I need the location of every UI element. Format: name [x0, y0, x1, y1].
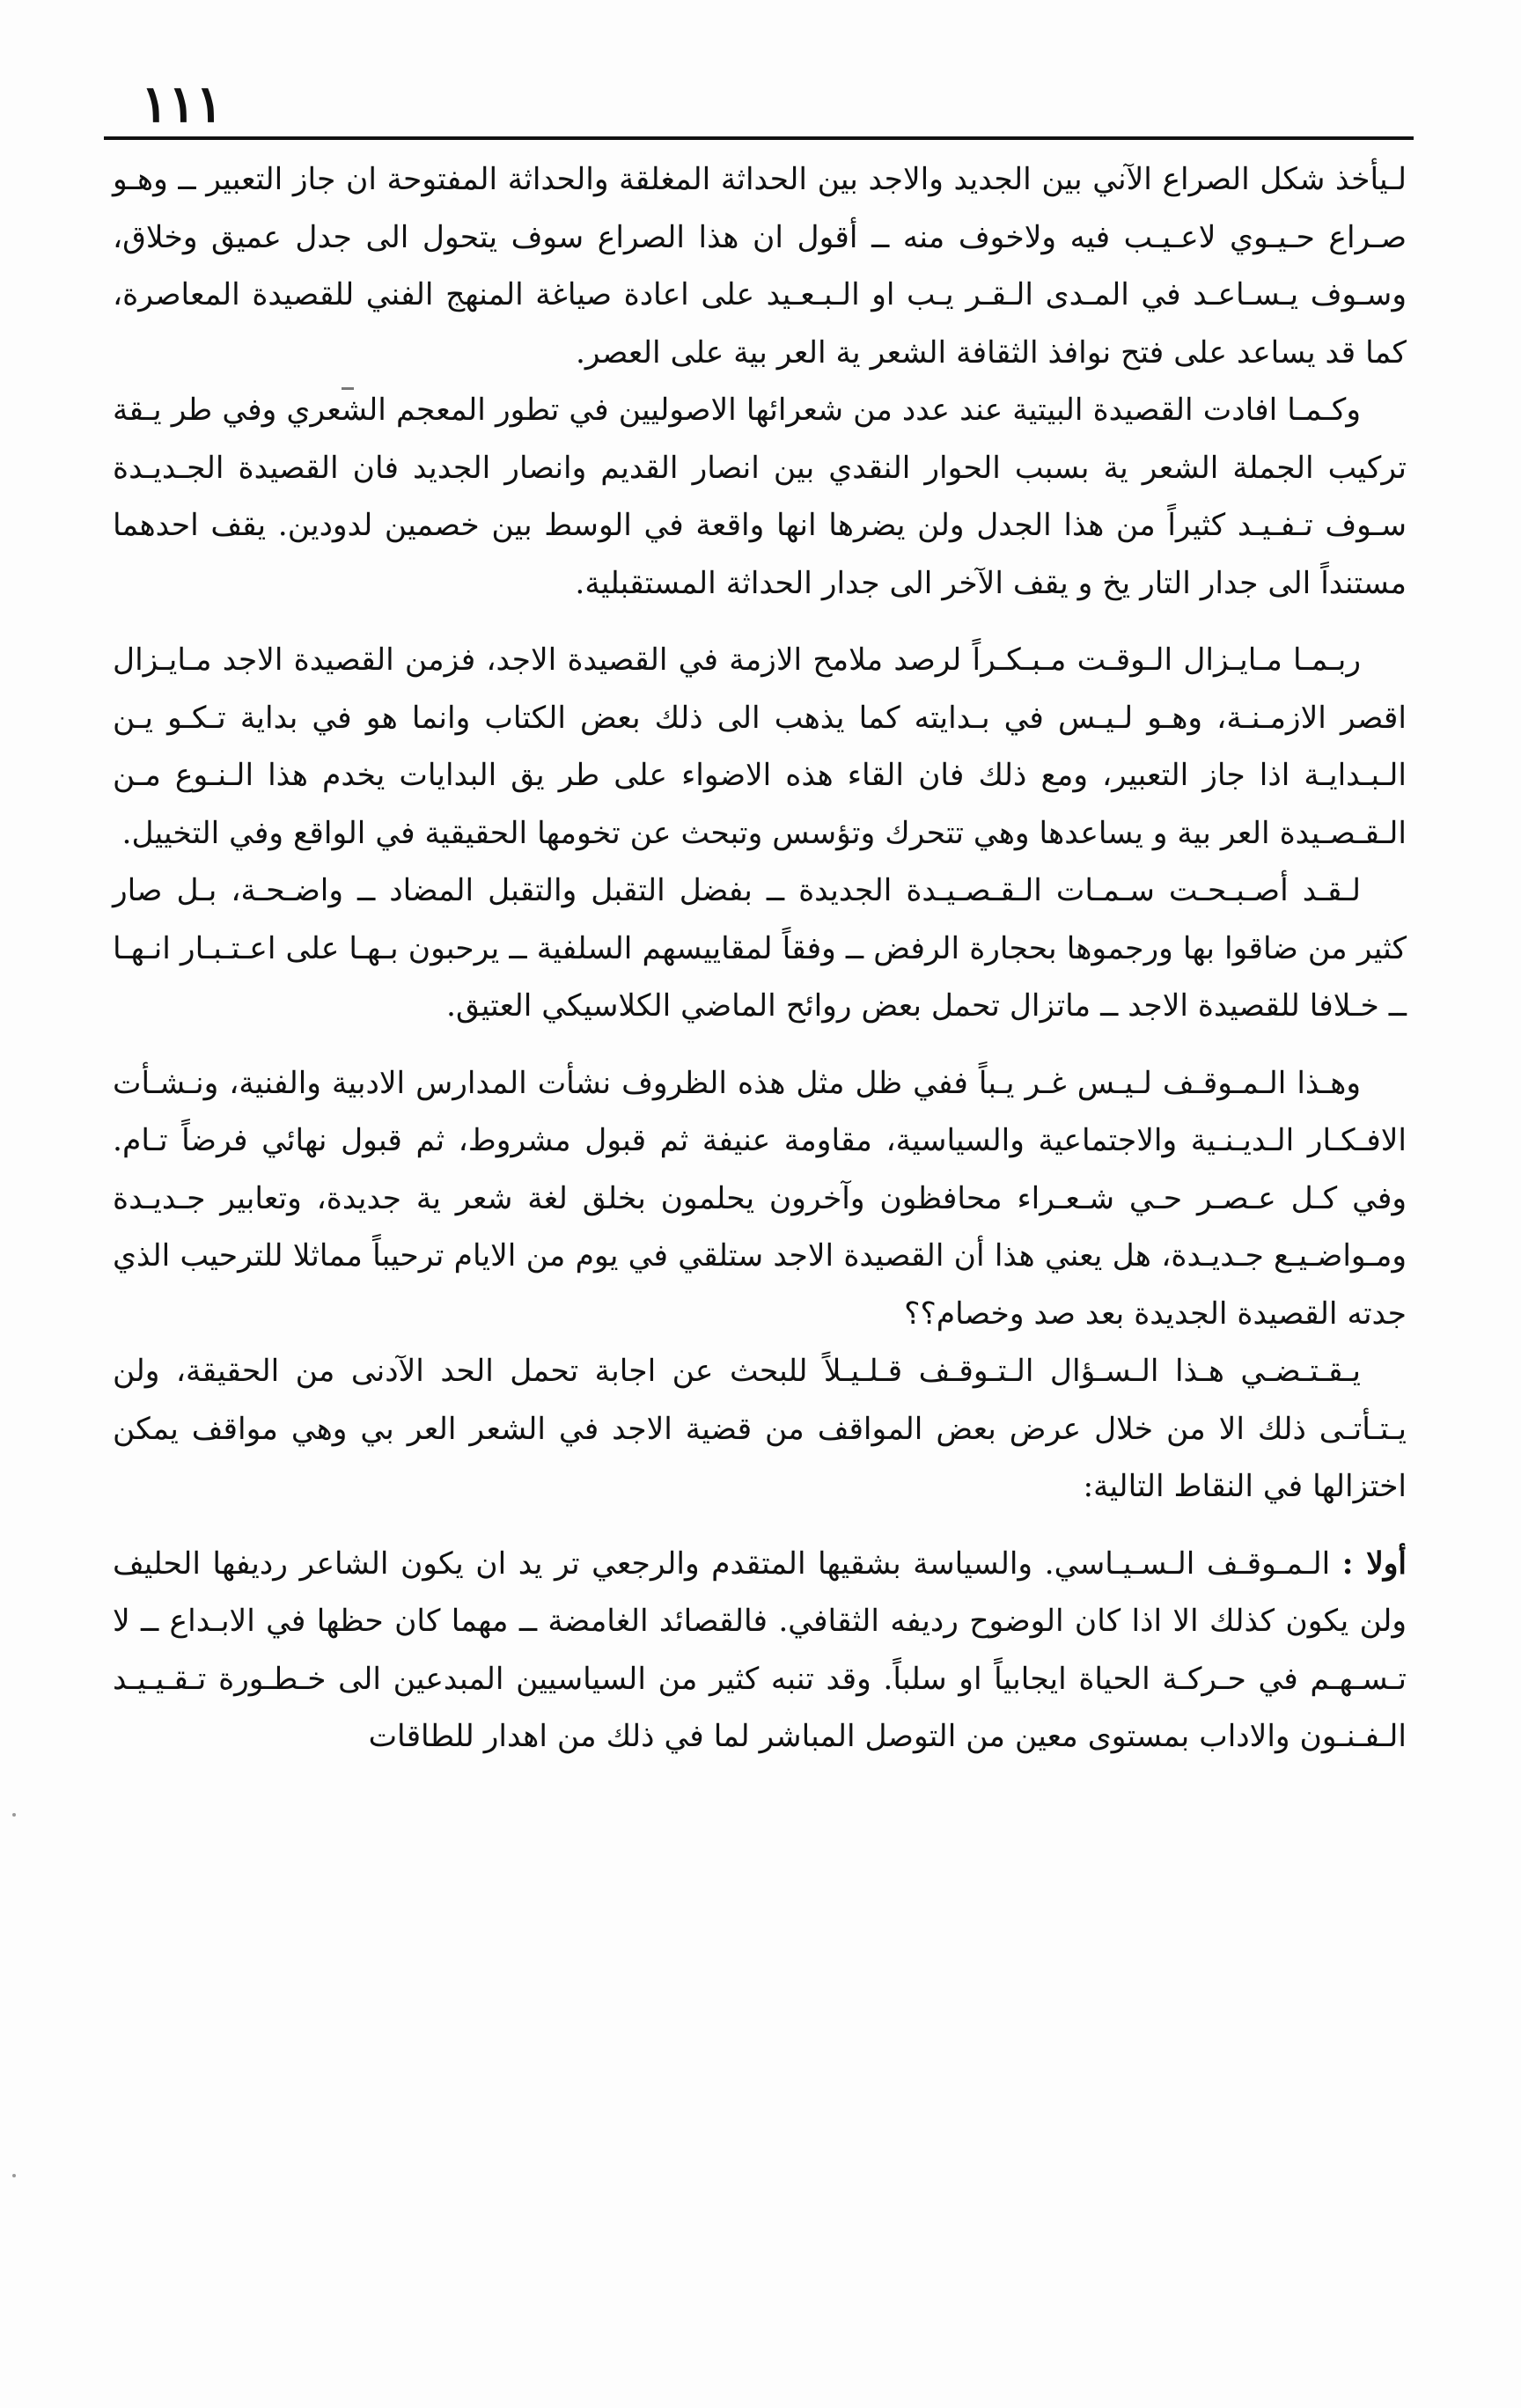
page-number: ١١١ [141, 74, 224, 134]
paragraph: وهـذا الـمـوقـف لـيـس غـر يـباً ففي ظل مثل هذه الظروف نشأت المدارس الادبية والفنية، ونـشـأت الافـكـار الـديـنـية والاجتماعية والسياسية، مقاومة عنيفة ثم قبول مشروط، ثم قبول نهائي فرضاً تـام. وفي كـل عـصـر حـي شـعـراء محافظون وآخرون يحلمون بخلق لغة شعر ية جديدة، وتعابير جـديـدة ومـواضـيـع جـديـدة، هل يعني هذا أن القصيدة الاجد ستلقي في يوم من الايام ترحيباً مماثلا للترحيب الذي جدته القصيدة الجديدة بعد صد وخصام؟؟ [113, 1065, 1407, 1332]
header-rule [104, 136, 1414, 140]
edge-speck [12, 1813, 16, 1817]
paragraph: يـقـتـضـي هـذا الـسـؤال الـتـوقـف قـلـيـلاً للبحث عن اجابة تحمل الحد الآدنى من الحقيقة، ولن يـتـأتـى ذلك الا من خلال عرض بعض المواقف من قضية الاجد في الشعر العر بي وهي مواقف يمكن اختزالها في النقاط التالية: [113, 1354, 1407, 1504]
paragraph [113, 1536, 1407, 1766]
paragraph: ربـمـا مـايـزال الـوقـت مـبـكـراً لرصد ملامح الازمة في القصيدة الاجد، فزمن القصيدة الاجد مـايـزال اقصر الازمـنـة، وهـو لـيـس في بـدايته كما يذهب الى ذلك بعض الكتاب وانما هو في بداية تـكـو يـن الـبـدايـة اذا جاز التعبير، ومع ذلك فان القاء هذه الاضواء على طر يق البدايات يخدم هذا الـنـوع مـن الـقـصـيدة العر بية و يساعدها وهي تتحرك وتؤسس وتبحث عن تخومها الحقيقية في الواقع وفي التخييل. [113, 642, 1407, 851]
paragraph-text: الـمـوقـف الـسـيـاسي. والسياسة بشقيها المتقدم والرجعي تر يد ان يكون الشاعر رديفها الحليف ولن يكون كذلك الا اذا كان الوضوح رديفه الثقافي. فالقصائد الغامضة ــ مهما كان حظها في الابـداع ــ لا تـسـهـم في حـركـة الحياة ايجابياً او سلباً. وقد تنبه كثير من السياسيين المبدعين الى خـطـورة تـقـيـيـد الـفـنـون والاداب بمستوى معين من التوصل المباشر لما في ذلك من اهدار للطاقات [113, 1545, 1407, 1754]
paragraph: لـقـد أصـبـحـت سـمـات الـقـصـيـدة الجديدة ــ بفضل التقبل والتقبل المضاد ــ واضـحـة، بـل صار كثير من ضاقوا بها ورجموها بحجارة الرفض ــ وفقاً لمقاييسهم السلفية ــ يرحبون بـهـا على اعـتـبـار انـهـا ــ خـلافا للقصيدة الاجد ــ ماتزال تحمل بعض روائح الماضي الكلاسيكي العتيق. [113, 873, 1407, 1024]
edge-speck [12, 2174, 16, 2177]
body-text [113, 151, 1407, 1766]
section-label: أولا : [1341, 1545, 1407, 1582]
paragraph: وكـمـا افادت القصيدة البيتية عند عدد من شعرائها الاصوليين في تطور المعجم الشعري وفي طر يـقة تركيب الجملة الشعر ية بسبب الحوار النقدي بين انصار القديم وانصار الجديد فان القصيدة الجـديـدة سـوف تـفـيـد كثيراً من هذا الجدل ولن يضرها انها واقعة في الوسط بين خصمين لدودين. يقف احدهما مستنداً الى جدار التار يخ و يقف الآخر الى جدار الحداثة المستقبلية. [113, 393, 1407, 601]
paragraph: لـيأخذ شكل الصراع الآني بين الجديد والاجد بين الحداثة المغلقة والحداثة المفتوحة ان جاز التعبير ــ وهـو صـراع حـيـوي لاعـيـب فيه ولاخوف منه ــ أقول ان هذا الصراع سوف يتحول الى جدل عميق وخلاق، وسـوف يـسـاعـد في المـدى الـقـر يـب او الـبـعـيد على اعادة صياغة المنهج الفني للقصيدة المعاصرة، كما قد يساعد على فتح نوافذ الثقافة الشعر ية العر بية على العصر. [113, 162, 1407, 371]
